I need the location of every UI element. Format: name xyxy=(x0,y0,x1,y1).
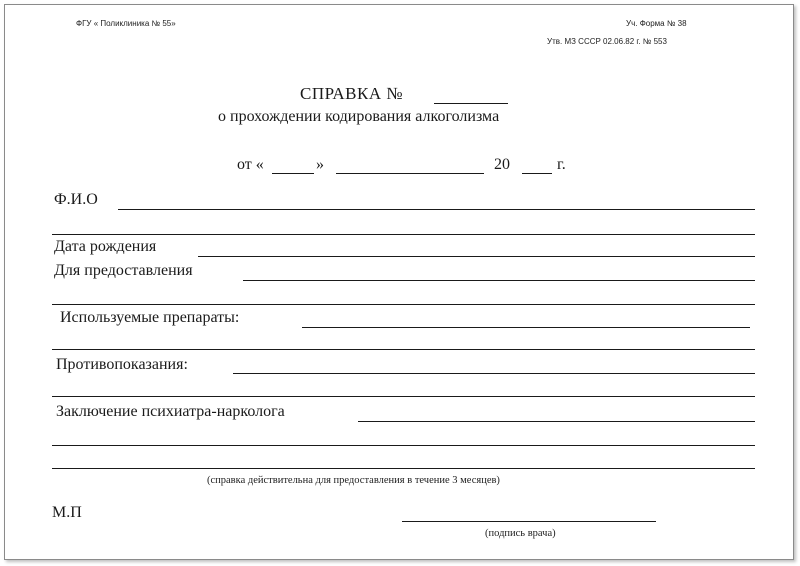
fio-line xyxy=(118,209,755,210)
year-prefix: 20 xyxy=(494,156,510,173)
birth-date-label: Дата рождения xyxy=(54,238,157,255)
year-suffix: г. xyxy=(557,156,566,173)
year-line xyxy=(522,173,552,174)
validity-note: (справка действительна для предоставления в течение 3 месяцев) xyxy=(207,475,500,486)
conclusion-label: Заключение психиатра-нарколога xyxy=(56,403,285,420)
signature-line xyxy=(402,521,656,522)
fio-line-2 xyxy=(52,234,755,235)
approval-line: Утв. МЗ СССР 02.06.82 г. № 553 xyxy=(547,37,667,46)
certificate-number-line xyxy=(434,103,508,104)
birth-date-line xyxy=(198,256,755,257)
document-subtitle: о прохождении кодирования алкоголизма xyxy=(218,108,500,125)
document-title: СПРАВКА № xyxy=(300,84,404,103)
contraindications-line xyxy=(233,373,755,374)
for-presentation-label: Для предоставления xyxy=(54,262,193,279)
conclusion-line xyxy=(358,421,755,422)
for-presentation-line-2 xyxy=(52,304,755,305)
for-presentation-line xyxy=(243,280,755,281)
stamp-label: М.П xyxy=(52,504,82,521)
contraindications-line-2 xyxy=(52,396,755,397)
fio-label: Ф.И.О xyxy=(54,191,98,208)
form-number: Уч. Форма № 38 xyxy=(626,19,687,28)
medications-line-2 xyxy=(52,349,755,350)
day-line xyxy=(272,173,314,174)
month-line xyxy=(336,173,484,174)
medications-line xyxy=(302,327,750,328)
signature-caption: (подпись врача) xyxy=(485,528,556,539)
conclusion-line-3 xyxy=(52,468,755,469)
date-quote-close: » xyxy=(316,156,324,173)
medications-label: Используемые препараты: xyxy=(60,309,240,326)
organization-name: ФГУ « Поликлиника № 55» xyxy=(76,19,176,28)
contraindications-label: Противопоказания: xyxy=(56,356,188,373)
conclusion-line-2 xyxy=(52,445,755,446)
date-prefix: от « xyxy=(237,156,264,173)
